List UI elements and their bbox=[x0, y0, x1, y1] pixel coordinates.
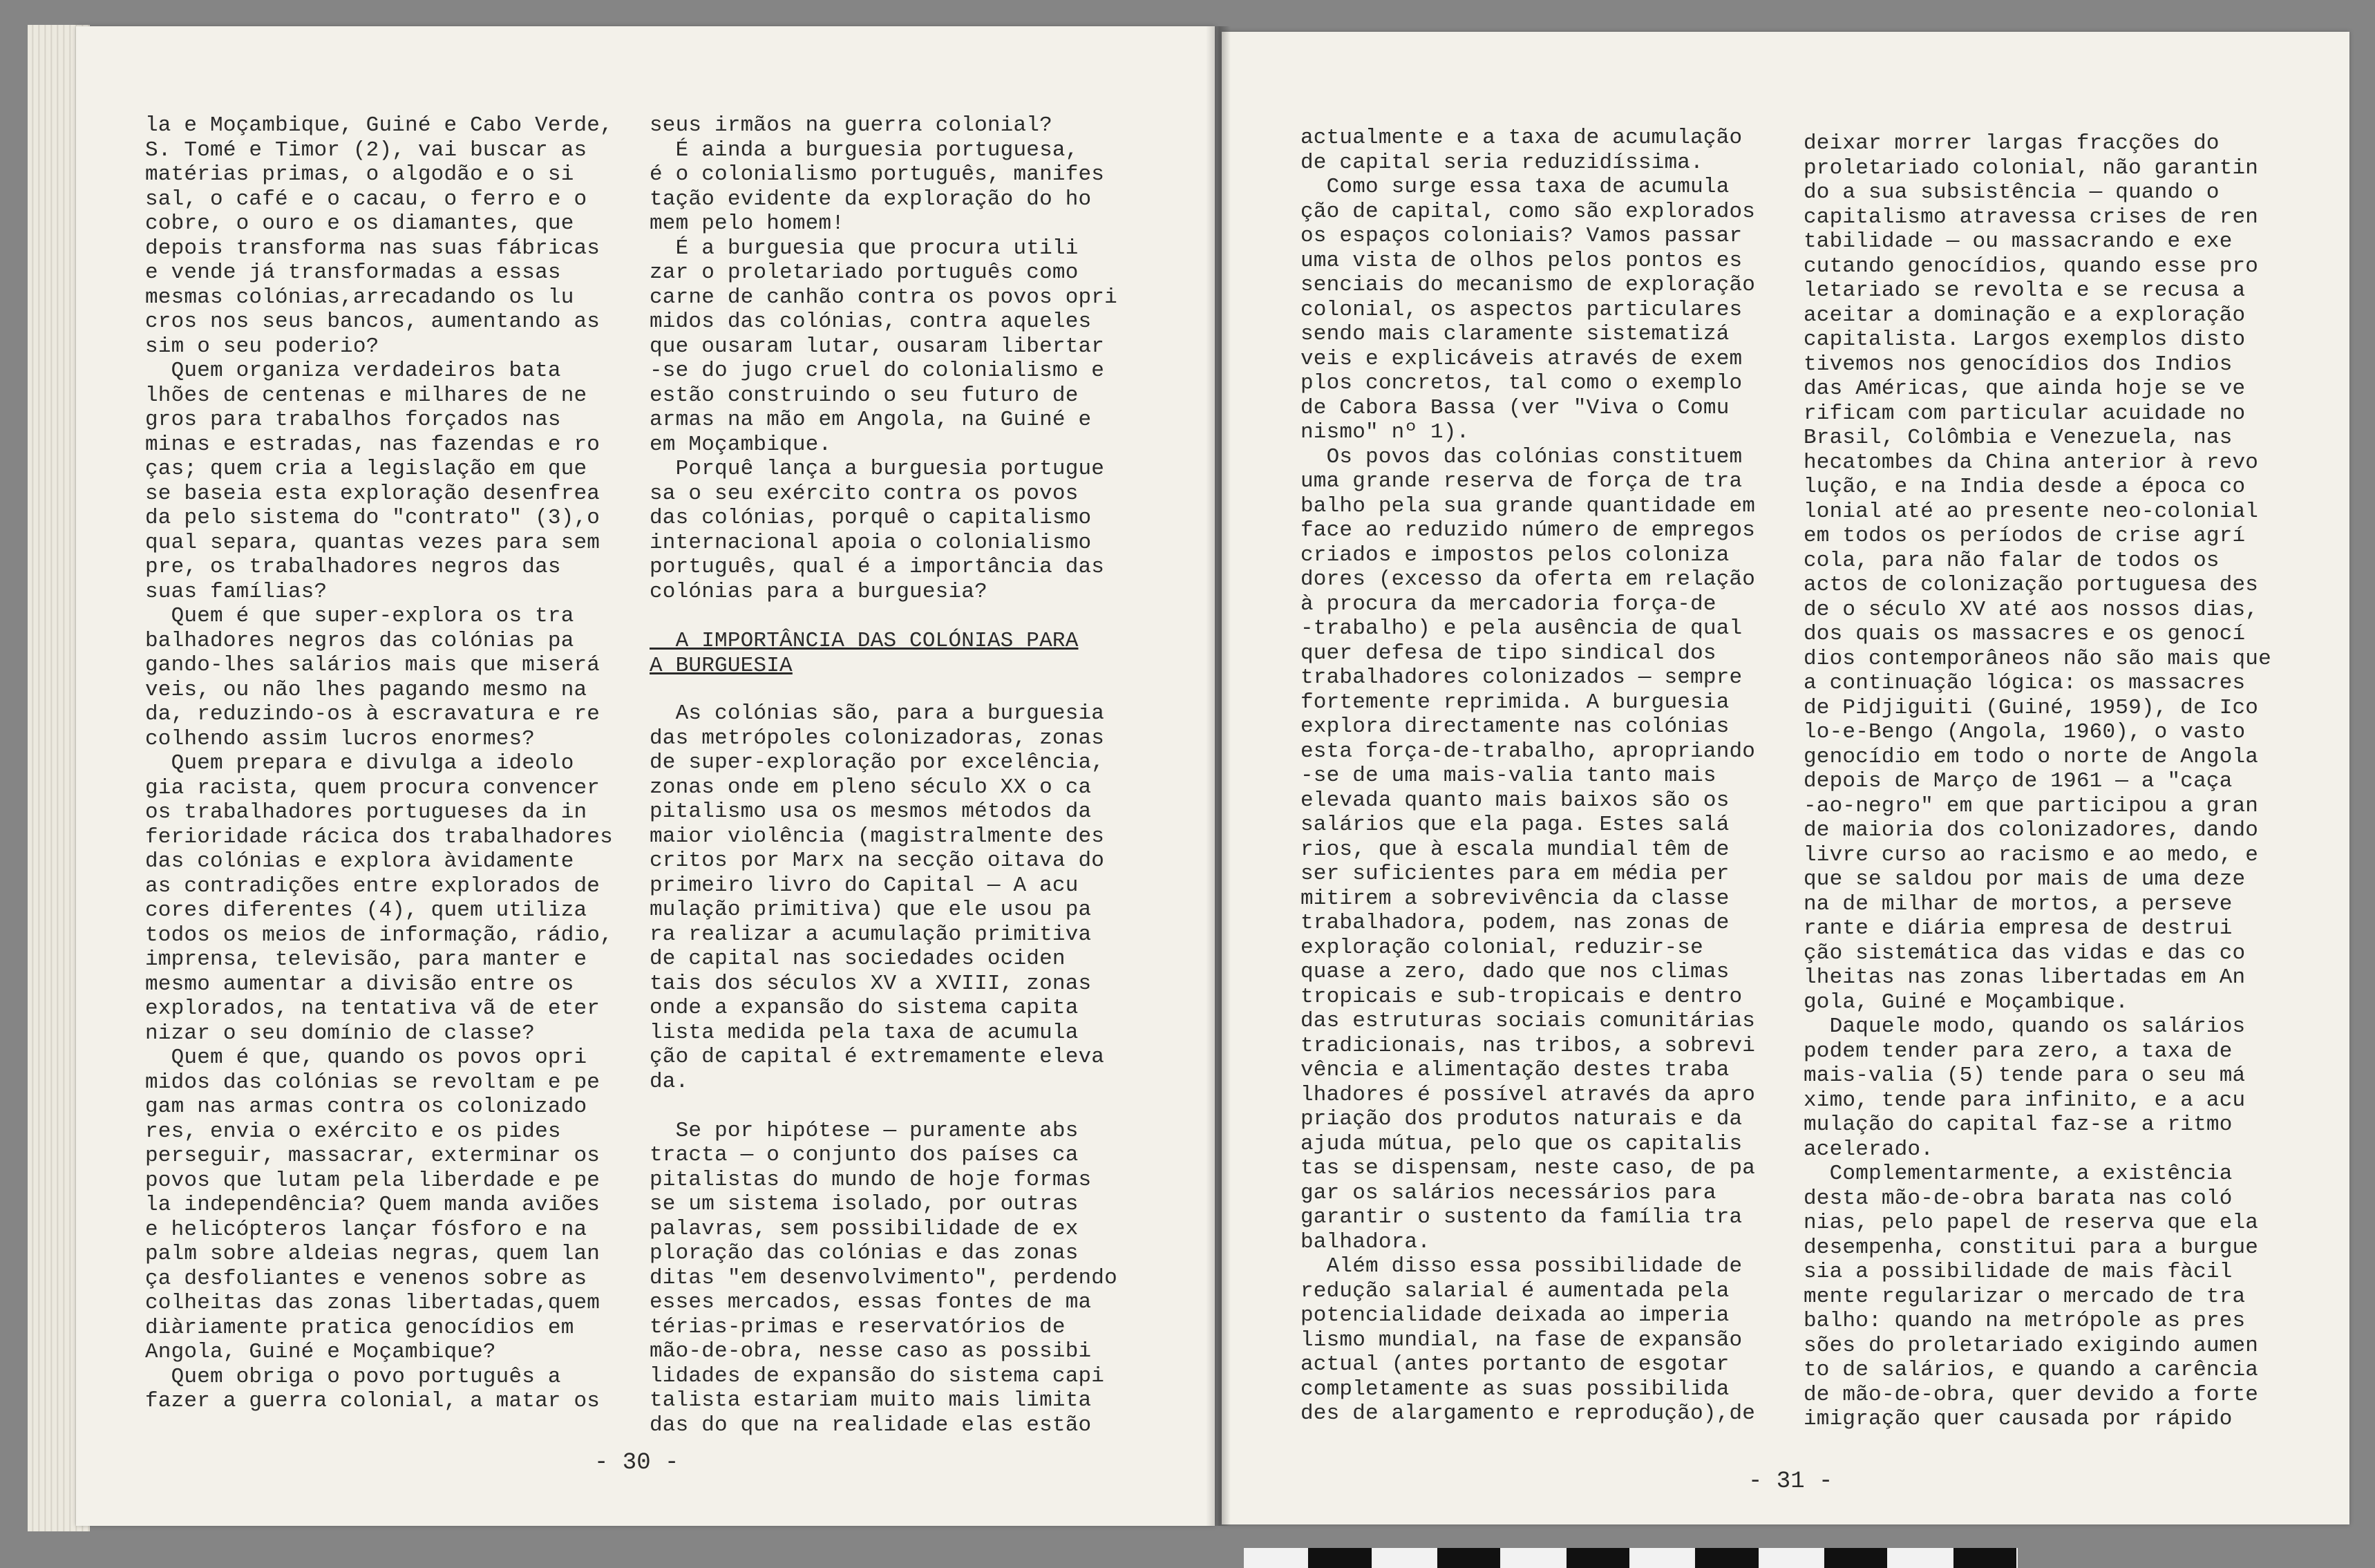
text-line: imprensa, televisão, para manter e bbox=[145, 947, 587, 972]
text-line: das colónias, porquê o capitalismo bbox=[650, 506, 1092, 530]
text-line: gola, Guiné e Moçambique. bbox=[1804, 990, 2129, 1014]
text-line: suas famílias? bbox=[145, 579, 328, 604]
text-line: Quem organiza verdadeiros bata bbox=[145, 359, 561, 383]
text-line: Porquê lança a burguesia portugue bbox=[650, 457, 1105, 481]
text-line: palm sobre aldeias negras, quem lan bbox=[145, 1242, 600, 1266]
text-line: palavras, sem possibilidade de ex bbox=[650, 1216, 1079, 1241]
text-line: priação dos produtos naturais e da bbox=[1300, 1107, 1743, 1131]
section-heading bbox=[650, 629, 1117, 678]
text-line: gando-lhes salários mais que miserá bbox=[145, 653, 600, 677]
book-gutter bbox=[1206, 26, 1231, 1526]
text-line: des de alargamento e reprodução),de bbox=[1300, 1401, 1756, 1426]
text-line: depois de Março de 1961 — a "caça bbox=[1804, 769, 2233, 793]
text-line: gros para trabalhos forçados nas bbox=[145, 408, 561, 432]
text-line: actual (antes portanto de esgotar bbox=[1300, 1352, 1730, 1377]
right-page-column-1 bbox=[1300, 126, 1755, 1426]
text-line: de o século XV até aos nossos dias, bbox=[1804, 597, 2259, 622]
text-line: podem tender para zero, a taxa de bbox=[1804, 1039, 2233, 1064]
text-line: cores diferentes (4), quem utiliza bbox=[145, 898, 587, 923]
text-line: Os povos das colónias constituem bbox=[1300, 444, 1743, 469]
text-line: lução, e na India desde a época co bbox=[1804, 475, 2246, 499]
text-line: tivemos nos genocídios dos Indios bbox=[1804, 352, 2233, 377]
text-line: se um sistema isolado, por outras bbox=[650, 1192, 1079, 1216]
text-line: Daquele modo, quando os salários bbox=[1804, 1014, 2246, 1039]
text-line: perseguir, massacrar, exterminar os bbox=[145, 1144, 600, 1168]
text-line: zar o proletariado português como bbox=[650, 261, 1079, 285]
text-line: rificam com particular acuidade no bbox=[1804, 401, 2246, 426]
text-line: mem pelo homem! bbox=[650, 211, 845, 236]
text-line: em Moçambique. bbox=[650, 432, 832, 457]
text-line: armas na mão em Angola, na Guiné e bbox=[650, 408, 1092, 432]
text-line: res, envia o exército e os pides bbox=[145, 1119, 561, 1144]
text-line: uma grande reserva de força de tra bbox=[1300, 469, 1743, 493]
text-line: Se por hipótese — puramente abs bbox=[650, 1118, 1079, 1143]
text-line: os espaços coloniais? Vamos passar bbox=[1300, 224, 1743, 248]
text-line: onde a expansão do sistema capita bbox=[650, 996, 1079, 1020]
text-line: de maioria dos colonizadores, dando bbox=[1804, 818, 2259, 842]
text-line: primeiro livro do Capital — A acu bbox=[650, 873, 1079, 898]
text-line: todos os meios de informação, rádio, bbox=[145, 923, 613, 947]
text-line: plos concretos, tal como o exemplo bbox=[1300, 371, 1743, 395]
text-line: gam nas armas contra os colonizado bbox=[145, 1095, 587, 1119]
text-line: os trabalhadores portugueses da in bbox=[145, 800, 587, 824]
text-line: ção de capital, como são explorados bbox=[1300, 199, 1756, 224]
text-line: vência e alimentação destes traba bbox=[1300, 1058, 1730, 1082]
text-line: dores (excesso da oferta em relação bbox=[1300, 567, 1756, 592]
text-line: de capital nas sociedades ociden bbox=[650, 947, 1066, 971]
text-line: seus irmãos na guerra colonial? bbox=[650, 113, 1052, 138]
text-line: potencialidade deixada ao imperia bbox=[1300, 1303, 1730, 1328]
text-line: mulação primitiva) que ele usou pa bbox=[650, 898, 1092, 922]
text-line: de mão-de-obra, quer devido a forte bbox=[1804, 1382, 2259, 1407]
text-line: lheitas nas zonas libertadas em An bbox=[1804, 965, 2246, 990]
text-line: rante e diária empresa de destrui bbox=[1804, 916, 2233, 941]
text-line: gar os salários necessários para bbox=[1300, 1180, 1716, 1205]
text-line: nias, pelo papel de reserva que ela bbox=[1804, 1211, 2259, 1235]
text-line: balho: quando na metrópole as pres bbox=[1804, 1309, 2246, 1333]
text-line: elevada quanto mais baixos são os bbox=[1300, 788, 1730, 813]
text-line: zonas onde em pleno século XX o ca bbox=[650, 775, 1092, 800]
text-line: cutando genocídios, quando esse pro bbox=[1804, 254, 2259, 278]
text-line: do a sua subsistência — quando o bbox=[1804, 180, 2220, 205]
text-line: colónias para a burguesia? bbox=[650, 579, 987, 604]
text-line: tropicais e sub-tropicais e dentro bbox=[1300, 984, 1743, 1009]
text-line: genocídio em todo o norte de Angola bbox=[1804, 744, 2259, 769]
text-line: S. Tomé e Timor (2), vai buscar as bbox=[145, 138, 587, 162]
text-line: quase a zero, dado que nos climas bbox=[1300, 960, 1730, 984]
text-line: pitalistas do mundo de hoje formas bbox=[650, 1167, 1092, 1192]
left-page-column-1 bbox=[145, 113, 613, 1414]
text-line: ser suficientes para em média per bbox=[1300, 862, 1730, 886]
text-line: É a burguesia que procura utili bbox=[650, 236, 1079, 261]
text-line: se baseia esta exploração desenfrea bbox=[145, 481, 600, 506]
text-line: imigração quer causada por rápido bbox=[1804, 1407, 2233, 1431]
text-line: de super-exploração por excelência, bbox=[650, 750, 1105, 775]
text-line: ditas "em desenvolvimento", perdendo bbox=[650, 1265, 1117, 1290]
text-line: de Cabora Bassa (ver "Viva o Comu bbox=[1300, 395, 1730, 420]
text-line: mão-de-obra, nesse caso as possibi bbox=[650, 1339, 1092, 1363]
text-line: Como surge essa taxa de acumula bbox=[1300, 175, 1730, 199]
text-line: criados e impostos pelos coloniza bbox=[1300, 542, 1730, 567]
section-heading-line: A BURGUESIA bbox=[650, 653, 793, 678]
text-line: dios contemporâneos não são mais que bbox=[1804, 646, 2271, 671]
text-line: midos das colónias se revoltam e pe bbox=[145, 1070, 600, 1095]
text-line: mente regularizar o mercado de tra bbox=[1804, 1284, 2246, 1309]
text-line: senciais do mecanismo de exploração bbox=[1300, 273, 1756, 297]
text-line: que ousaram lutar, ousaram libertar bbox=[650, 334, 1105, 359]
text-line: balhadores negros das colónias pa bbox=[145, 628, 574, 653]
left-page-column-2 bbox=[650, 113, 1117, 1437]
text-line: da pelo sistema do "contrato" (3),o bbox=[145, 506, 600, 530]
text-line: qual separa, quantas vezes para sem bbox=[145, 530, 600, 555]
text-line: e helicópteros lançar fósforo e na bbox=[145, 1217, 587, 1242]
text-line: em todos os períodos de crise agrí bbox=[1804, 524, 2246, 548]
text-line: ça desfoliantes e venenos sobre as bbox=[145, 1266, 587, 1291]
text-line: -trabalho) e pela ausência de qual bbox=[1300, 616, 1743, 641]
text-line: Além disso essa possibilidade de bbox=[1300, 1254, 1743, 1278]
text-line: cobre, o ouro e os diamantes, que bbox=[145, 211, 574, 236]
text-line: exploração colonial, reduzir-se bbox=[1300, 935, 1703, 960]
text-line: povos que lutam pela liberdade e pe bbox=[145, 1168, 600, 1193]
text-line: mitirem a sobrevivência da classe bbox=[1300, 886, 1730, 911]
text-line: acelerado. bbox=[1804, 1137, 1934, 1162]
text-line: lhadores é possível através da apro bbox=[1300, 1082, 1756, 1107]
text-line: to de salários, e quando a carência bbox=[1804, 1358, 2259, 1382]
text-line: tradicionais, nas tribos, a sobrevi bbox=[1300, 1033, 1756, 1058]
text-line: Complementarmente, a existência bbox=[1804, 1162, 2233, 1186]
text-line: e vende já transformadas a essas bbox=[145, 261, 561, 285]
text-line: lhões de centenas e milhares de ne bbox=[145, 383, 587, 408]
text-line: quer defesa de tipo sindical dos bbox=[1300, 641, 1716, 665]
text-line: fazer a guerra colonial, a matar os bbox=[145, 1389, 600, 1413]
text-line: É ainda a burguesia portuguesa, bbox=[650, 138, 1079, 162]
text-line: -ao-negro" em que participou a gran bbox=[1804, 793, 2259, 818]
text-line: térias-primas e reservatórios de bbox=[650, 1314, 1066, 1339]
text-line: actualmente e a taxa de acumulação bbox=[1300, 126, 1743, 150]
text-line: aceitar a dominação e a exploração bbox=[1804, 303, 2246, 328]
text-line: sim o seu poderio? bbox=[145, 334, 379, 359]
text-line: midos das colónias, contra aqueles bbox=[650, 310, 1092, 334]
text-line: lismo mundial, na fase de expansão bbox=[1300, 1328, 1743, 1352]
text-line: minas e estradas, nas fazendas e ro bbox=[145, 432, 600, 457]
text-line: ção sistemática das vidas e das co bbox=[1804, 941, 2246, 965]
text-line: Quem é que super-explora os tra bbox=[145, 604, 574, 628]
text-line: português, qual é a importância das bbox=[650, 555, 1105, 579]
text-line: la e Moçambique, Guiné e Cabo Verde, bbox=[145, 113, 613, 138]
text-line: mais-valia (5) tende para o seu má bbox=[1804, 1064, 2246, 1088]
text-line: esta força-de-trabalho, apropriando bbox=[1300, 739, 1756, 764]
text-line: é o colonialismo português, manifes bbox=[650, 162, 1105, 187]
text-line: la independência? Quem manda aviões bbox=[145, 1193, 600, 1217]
text-line: lista medida pela taxa de acumula bbox=[650, 1020, 1079, 1045]
text-line: desta mão-de-obra barata nas coló bbox=[1804, 1186, 2233, 1211]
text-line: da. bbox=[650, 1069, 689, 1094]
text-line: sal, o café e o cacau, o ferro e o bbox=[145, 187, 587, 211]
text-line: das do que na realidade elas estão bbox=[650, 1413, 1092, 1437]
text-line bbox=[650, 1094, 1117, 1119]
text-line: letariado se revolta e se recusa a bbox=[1804, 278, 2246, 303]
text-line: fortemente reprimida. A burguesia bbox=[1300, 690, 1730, 715]
text-line: -se do jugo cruel do colonialismo e bbox=[650, 359, 1105, 383]
text-line: ximo, tende para infinito, e a acu bbox=[1804, 1088, 2246, 1113]
text-line: redução salarial é aumentada pela bbox=[1300, 1278, 1730, 1303]
text-line: colonial, os aspectos particulares bbox=[1300, 297, 1743, 322]
text-line: a continuação lógica: os massacres bbox=[1804, 671, 2246, 695]
text-line: nizar o seu domínio de classe? bbox=[145, 1021, 536, 1046]
text-line: mesmas colónias,arrecadando os lu bbox=[145, 285, 574, 310]
text-line: diàriamente pratica genocídios em bbox=[145, 1315, 574, 1340]
text-line: internacional apoia o colonialismo bbox=[650, 530, 1092, 555]
text-line: as contradições entre explorados de bbox=[145, 873, 600, 898]
text-line: hecatombes da China anterior à revo bbox=[1804, 450, 2259, 475]
section-heading-line: A IMPORTÂNCIA DAS COLÓNIAS PARA bbox=[650, 629, 1079, 653]
text-line: Quem obriga o povo português a bbox=[145, 1364, 561, 1389]
text-line: capitalismo atravessa crises de ren bbox=[1804, 205, 2259, 229]
text-line: uma vista de olhos pelos pontos es bbox=[1300, 248, 1743, 273]
scale-ruler bbox=[1244, 1548, 2018, 1568]
text-line: actos de colonização portuguesa des bbox=[1804, 573, 2259, 597]
text-line: talista estariam muito mais limita bbox=[650, 1388, 1092, 1413]
text-line: da, reduzindo-os à escravatura e re bbox=[145, 702, 600, 726]
text-line: face ao reduzido número de empregos bbox=[1300, 518, 1756, 542]
text-line: deixar morrer largas fracções do bbox=[1804, 131, 2220, 155]
text-line: pre, os trabalhadores negros das bbox=[145, 555, 561, 579]
text-line: colheitas das zonas libertadas,quem bbox=[145, 1291, 600, 1315]
text-line: das Américas, que ainda hoje se ve bbox=[1804, 377, 2246, 401]
text-line: pitalismo usa os mesmos métodos da bbox=[650, 800, 1092, 824]
text-line: à procura da mercadoria força-de bbox=[1300, 592, 1716, 616]
text-line: explora directamente nas colónias bbox=[1300, 715, 1730, 739]
text-line: tabilidade — ou massacrando e exe bbox=[1804, 229, 2233, 254]
text-line: lo-e-Bengo (Angola, 1960), o vasto bbox=[1804, 720, 2246, 744]
text-line: rios, que à escala mundial têm de bbox=[1300, 837, 1730, 862]
text-line: veis, ou não lhes pagando mesmo na bbox=[145, 677, 587, 702]
text-line: ploração das colónias e das zonas bbox=[650, 1241, 1079, 1265]
text-line: trabalhadora, podem, nas zonas de bbox=[1300, 911, 1730, 935]
text-line: tracta — o conjunto dos países ca bbox=[650, 1143, 1079, 1167]
text-line: das metrópoles colonizadoras, zonas bbox=[650, 726, 1105, 750]
text-line: desempenha, constitui para a burgue bbox=[1804, 1235, 2259, 1260]
text-line: ças; quem cria a legislação em que bbox=[145, 457, 587, 481]
text-line: maior violência (magistralmente des bbox=[650, 824, 1105, 849]
text-line: mulação do capital faz-se a ritmo bbox=[1804, 1113, 2233, 1137]
text-line: balhadora. bbox=[1300, 1229, 1431, 1254]
text-line: lidades de expansão do sistema capi bbox=[650, 1363, 1105, 1388]
text-line: nismo" nº 1). bbox=[1300, 420, 1470, 444]
text-line: que se saldou por mais de uma deze bbox=[1804, 867, 2246, 891]
text-line: Angola, Guiné e Moçambique? bbox=[145, 1340, 496, 1364]
text-line: ferioridade rácica dos trabalhadores bbox=[145, 824, 613, 849]
text-line: Quem é que, quando os povos opri bbox=[145, 1046, 587, 1070]
text-line: depois transforma nas suas fábricas bbox=[145, 236, 600, 261]
text-line: na de milhar de mortos, a perseve bbox=[1804, 891, 2233, 916]
text-line: das estruturas sociais comunitárias bbox=[1300, 1009, 1756, 1033]
text-line: ra realizar a acumulação primitiva bbox=[650, 922, 1092, 947]
right-page-number: - 31 - bbox=[1748, 1468, 1833, 1495]
text-line: critos por Marx na secção oitava do bbox=[650, 849, 1105, 873]
text-line: cola, para não falar de todos os bbox=[1804, 548, 2220, 573]
text-line: proletariado colonial, não garantin bbox=[1804, 155, 2259, 180]
text-line: trabalhadores colonizados — sempre bbox=[1300, 665, 1743, 690]
text-line: sia a possibilidade de mais fàcil bbox=[1804, 1260, 2233, 1284]
text-line: esses mercados, essas fontes de ma bbox=[650, 1290, 1092, 1314]
text-line: ção de capital é extremamente eleva bbox=[650, 1045, 1105, 1069]
text-line: lonial até ao presente neo-colonial bbox=[1804, 499, 2259, 524]
text-line: -se de uma mais-valia tanto mais bbox=[1300, 764, 1716, 788]
text-line: As colónias são, para a burguesia bbox=[650, 701, 1105, 726]
text-line: de Pidjiguiti (Guiné, 1959), de Ico bbox=[1804, 695, 2259, 720]
text-line: tação evidente da exploração do ho bbox=[650, 187, 1092, 211]
text-line: dos quais os massacres e os genocí bbox=[1804, 622, 2246, 646]
text-line: estão construindo o seu futuro de bbox=[650, 383, 1079, 408]
left-page-number: - 30 - bbox=[594, 1450, 679, 1476]
text-line: salários que ela paga. Estes salá bbox=[1300, 813, 1730, 837]
text-line: das colónias e explora àvidamente bbox=[145, 849, 574, 873]
text-line: Quem prepara e divulga a ideolo bbox=[145, 751, 574, 775]
text-line: sões do proletariado exigindo aumen bbox=[1804, 1333, 2259, 1358]
text-line: tais dos séculos XV a XVIII, zonas bbox=[650, 971, 1092, 996]
text-line: sendo mais claramente sistematizá bbox=[1300, 322, 1730, 346]
text-line: completamente as suas possibilida bbox=[1300, 1377, 1730, 1401]
text-line: ajuda mútua, pelo que os capitalis bbox=[1300, 1131, 1743, 1156]
text-line: matérias primas, o algodão e o si bbox=[145, 162, 574, 187]
text-line: livre curso ao racismo e ao medo, e bbox=[1804, 842, 2259, 867]
text-line: mesmo aumentar a divisão entre os bbox=[145, 972, 574, 996]
text-line: garantir o sustento da família tra bbox=[1300, 1205, 1743, 1229]
text-line: Brasil, Colômbia e Venezuela, nas bbox=[1804, 426, 2233, 450]
text-line: gia racista, quem procura convencer bbox=[145, 775, 600, 800]
text-line: explorados, na tentativa vã de eter bbox=[145, 996, 600, 1021]
text-line: de capital seria reduzidíssima. bbox=[1300, 150, 1703, 175]
text-line: colhendo assim lucros enormes? bbox=[145, 726, 536, 751]
text-line: sa o seu exército contra os povos bbox=[650, 481, 1079, 506]
text-line: cros nos seus bancos, aumentando as bbox=[145, 310, 600, 334]
text-line: balho pela sua grande quantidade em bbox=[1300, 493, 1756, 518]
text-line: capitalista. Largos exemplos disto bbox=[1804, 328, 2246, 352]
text-line: veis e explicáveis através de exem bbox=[1300, 346, 1743, 371]
right-page-column-2 bbox=[1804, 131, 2271, 1432]
text-line: carne de canhão contra os povos opri bbox=[650, 285, 1117, 310]
text-line: tas se dispensam, neste caso, de pa bbox=[1300, 1156, 1756, 1180]
